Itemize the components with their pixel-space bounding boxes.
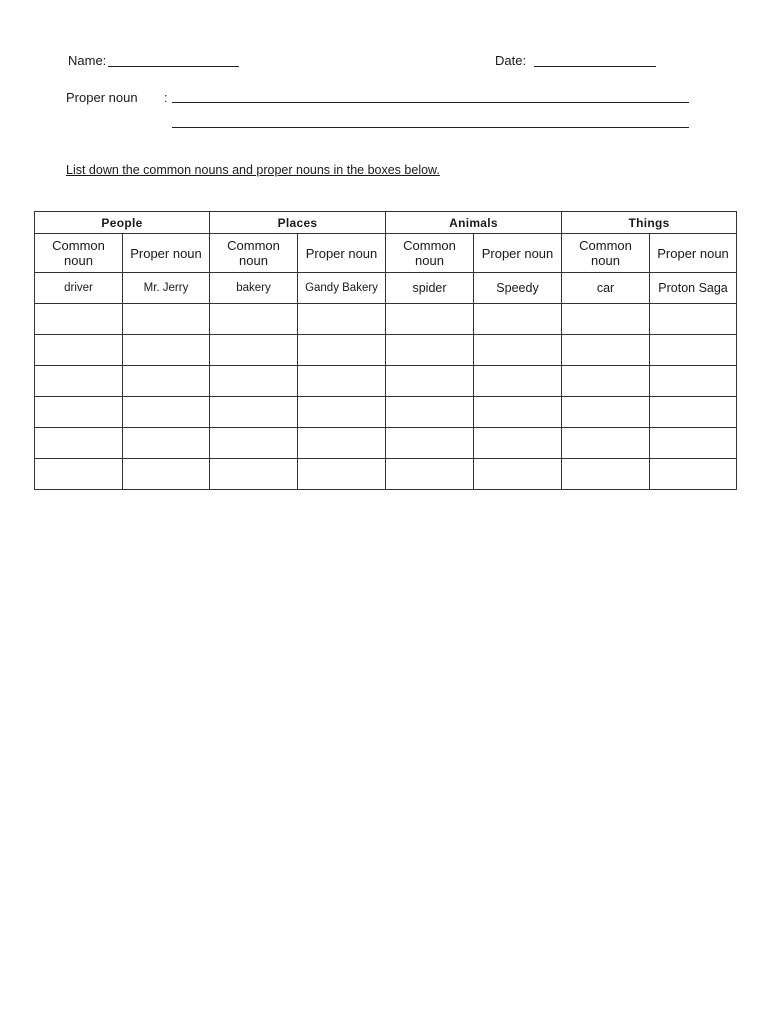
answer-cell[interactable] xyxy=(123,304,210,335)
subheader-people-common: Common noun xyxy=(35,234,123,273)
name-label: Name: xyxy=(68,53,107,68)
answer-cell[interactable] xyxy=(210,428,298,459)
answer-cell[interactable] xyxy=(123,397,210,428)
subheader-places-common: Common noun xyxy=(210,234,298,273)
blank-row xyxy=(35,397,737,428)
blank-row xyxy=(35,428,737,459)
subheader-row xyxy=(35,234,737,273)
answer-cell[interactable] xyxy=(35,397,123,428)
answer-cell[interactable] xyxy=(562,397,650,428)
blank-row xyxy=(35,304,737,335)
answer-cell[interactable] xyxy=(474,335,562,366)
answer-cell[interactable] xyxy=(123,335,210,366)
subheader-animals-common: Common noun xyxy=(386,234,474,273)
answer-cell[interactable] xyxy=(210,459,298,490)
blank-row xyxy=(35,335,737,366)
answer-cell[interactable] xyxy=(650,428,737,459)
blank-row xyxy=(35,459,737,490)
answer-cell[interactable] xyxy=(562,304,650,335)
answer-cell[interactable] xyxy=(35,335,123,366)
subheader-people-proper: Proper noun xyxy=(123,234,210,273)
answer-cell[interactable] xyxy=(123,366,210,397)
answer-cell[interactable] xyxy=(35,459,123,490)
answer-cell[interactable] xyxy=(35,366,123,397)
answer-cell[interactable] xyxy=(298,366,386,397)
answer-cell[interactable] xyxy=(650,397,737,428)
date-label: Date: xyxy=(495,53,527,68)
answer-cell[interactable] xyxy=(210,397,298,428)
proper-noun-colon: : xyxy=(164,90,168,105)
answer-cell[interactable] xyxy=(298,459,386,490)
answer-cell[interactable] xyxy=(650,335,737,366)
subheader-things-common: Common noun xyxy=(562,234,650,273)
answer-cell[interactable] xyxy=(474,459,562,490)
answer-cell[interactable] xyxy=(210,335,298,366)
category-people: People xyxy=(35,212,210,234)
example-things-common: car xyxy=(562,273,650,304)
answer-cell[interactable] xyxy=(298,428,386,459)
subheader-things-proper: Proper noun xyxy=(650,234,737,273)
answer-cell[interactable] xyxy=(562,366,650,397)
answer-cell[interactable] xyxy=(298,304,386,335)
answer-cell[interactable] xyxy=(210,366,298,397)
answer-cell[interactable] xyxy=(474,304,562,335)
category-animals: Animals xyxy=(386,212,562,234)
subheader-animals-proper: Proper noun xyxy=(474,234,562,273)
noun-table xyxy=(34,211,737,490)
date-field-line[interactable] xyxy=(534,66,656,67)
category-places: Places xyxy=(210,212,386,234)
proper-noun-answer-line-1[interactable] xyxy=(172,102,689,103)
category-header-row xyxy=(35,212,737,234)
example-people-common: driver xyxy=(35,273,123,304)
answer-cell[interactable] xyxy=(210,304,298,335)
answer-cell[interactable] xyxy=(386,366,474,397)
blank-row xyxy=(35,366,737,397)
category-things: Things xyxy=(562,212,737,234)
proper-noun-label: Proper noun xyxy=(66,90,138,105)
answer-cell[interactable] xyxy=(298,397,386,428)
answer-cell[interactable] xyxy=(386,459,474,490)
answer-cell[interactable] xyxy=(298,335,386,366)
example-animals-common: spider xyxy=(386,273,474,304)
answer-cell[interactable] xyxy=(386,397,474,428)
answer-cell[interactable] xyxy=(35,428,123,459)
example-row xyxy=(35,273,737,304)
subheader-places-proper: Proper noun xyxy=(298,234,386,273)
example-places-proper: Gandy Bakery xyxy=(298,273,386,304)
answer-cell[interactable] xyxy=(386,335,474,366)
answer-cell[interactable] xyxy=(650,459,737,490)
answer-cell[interactable] xyxy=(386,428,474,459)
answer-cell[interactable] xyxy=(474,397,562,428)
proper-noun-answer-line-2[interactable] xyxy=(172,127,689,128)
answer-cell[interactable] xyxy=(474,366,562,397)
example-animals-proper: Speedy xyxy=(474,273,562,304)
example-places-common: bakery xyxy=(210,273,298,304)
example-people-proper: Mr. Jerry xyxy=(123,273,210,304)
answer-cell[interactable] xyxy=(123,459,210,490)
answer-cell[interactable] xyxy=(562,335,650,366)
answer-cell[interactable] xyxy=(562,459,650,490)
name-field-line[interactable] xyxy=(108,66,239,67)
answer-cell[interactable] xyxy=(386,304,474,335)
instruction-text: List down the common nouns and proper nouns in the boxes below. xyxy=(66,163,440,177)
answer-cell[interactable] xyxy=(35,304,123,335)
answer-cell[interactable] xyxy=(650,304,737,335)
answer-cell[interactable] xyxy=(474,428,562,459)
answer-cell[interactable] xyxy=(650,366,737,397)
answer-cell[interactable] xyxy=(123,428,210,459)
answer-cell[interactable] xyxy=(562,428,650,459)
example-things-proper: Proton Saga xyxy=(650,273,737,304)
